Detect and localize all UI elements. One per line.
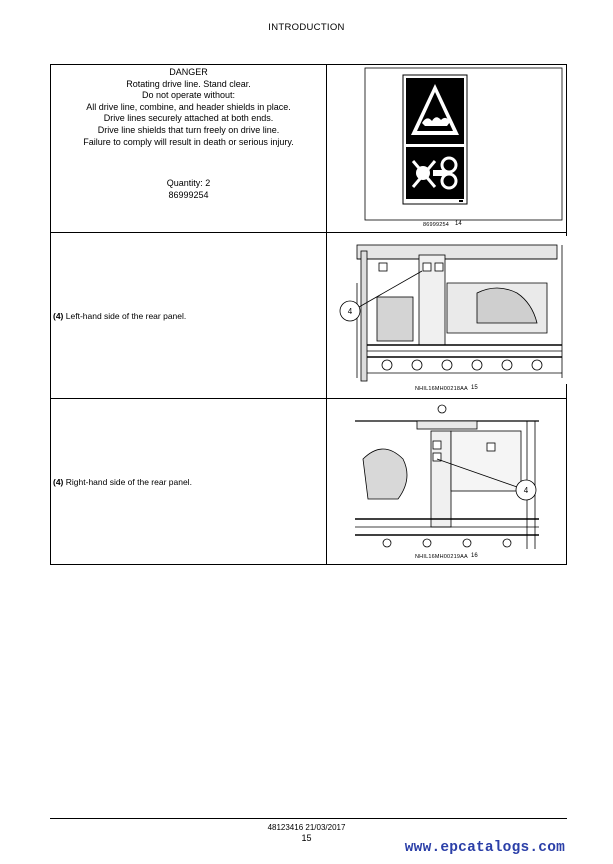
callout-ref: (4) [53, 310, 64, 321]
danger-text-cell [51, 65, 327, 233]
description-text: Right-hand side of the rear panel. [65, 476, 192, 487]
quantity-label: Quantity: 2 [166, 178, 211, 189]
left-panel-figure-cell [327, 233, 567, 399]
danger-decal-illustration [327, 65, 567, 233]
danger-line: Drive line shields that turn freely on drive line. [97, 124, 280, 135]
danger-message [51, 65, 326, 148]
danger-heading: DANGER [169, 67, 208, 77]
callout-label: 4 [347, 307, 353, 316]
callout-ref: (4) [53, 476, 64, 487]
description-cell [51, 399, 327, 565]
figure-caption: NHIL16MH00218AA [415, 386, 468, 392]
part-number: 86999254 [168, 189, 209, 200]
page-header-title: INTRODUCTION [268, 22, 345, 33]
figure-number: 16 [471, 553, 478, 559]
callout-label: 4 [523, 486, 529, 495]
right-panel-illustration [327, 399, 567, 565]
danger-line: Drive lines securely attached at both ends. [103, 113, 274, 124]
footer-doc-id: 48123416 21/03/2017 [267, 823, 346, 832]
danger-line: All drive line, combine, and header shields in place. [86, 101, 291, 112]
figure-number: 15 [471, 385, 478, 391]
description [51, 311, 326, 321]
table-row-danger-decal [51, 65, 567, 233]
figure-number: 14 [455, 221, 462, 227]
danger-line: Rotating drive line. Stand clear. [126, 78, 251, 89]
description-cell [51, 233, 327, 399]
page-number: 15 [301, 833, 312, 843]
decal-figure-cell [327, 65, 567, 233]
watermark-link[interactable]: www.epcatalogs.com [404, 840, 565, 856]
figure-caption: 86999254 [423, 222, 450, 228]
right-panel-figure-cell [327, 399, 567, 565]
left-panel-illustration [327, 233, 567, 399]
footer-divider [50, 818, 567, 819]
danger-line: Do not operate without: [141, 90, 236, 101]
danger-line: Failure to comply will result in death or serious injury. [83, 136, 294, 147]
table-row-right-hand [51, 399, 567, 565]
content-table [50, 64, 567, 565]
description [51, 477, 326, 487]
figure-caption: NHIL16MH00219AA [415, 554, 468, 560]
description-text: Left-hand side of the rear panel. [65, 310, 187, 321]
quantity-block [51, 178, 326, 201]
table-row-left-hand [51, 233, 567, 399]
